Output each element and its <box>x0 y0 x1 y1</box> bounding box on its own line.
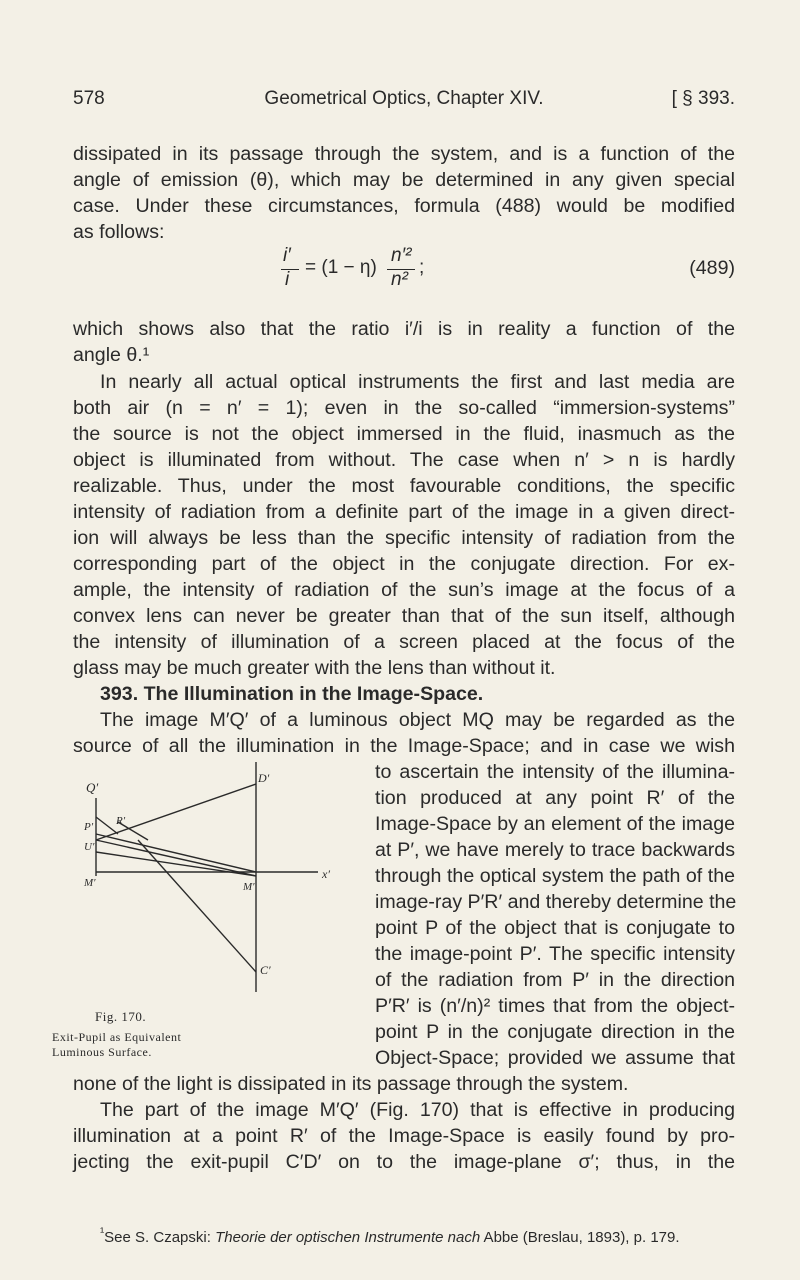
equation-489 <box>73 245 735 311</box>
figure-caption-line1: Exit-Pupil as Equivalent <box>52 1030 182 1044</box>
label-r: R′ <box>116 815 126 827</box>
label-u: U′ <box>84 841 95 853</box>
text-line: of the radiation from P′ in the direction <box>375 969 735 991</box>
text-line: Image-Space by an element of the image <box>375 813 735 835</box>
label-q: Q′ <box>86 780 99 795</box>
text-line: intensity of radiation from a definite part of the image in a given direct- <box>73 501 735 523</box>
text-line: dissipated in its passage through the system, and is a function of the <box>73 143 735 165</box>
text-line: realizable. Thus, under the most favourable conditions, the specific <box>73 475 735 497</box>
label-c: C′ <box>260 963 271 977</box>
ray-line <box>138 840 256 972</box>
figure-caption-line2: Luminous Surface. <box>52 1045 152 1059</box>
text-line: ample, the intensity of radiation of the sun’s image at the focus of a <box>73 579 735 601</box>
text-line: point P of the object that is conjugate to <box>375 917 735 939</box>
text-line: at P′, we have merely to trace backwards <box>375 839 735 861</box>
text-line: ion will always be less than the specific intensity of radiation from the <box>73 527 735 549</box>
figure-caption-number: Fig. 170. <box>95 1009 147 1024</box>
text-line: tion produced at any point R′ of the <box>375 787 735 809</box>
formula-rhs-denominator: n² <box>391 269 408 290</box>
formula-middle: = (1 − η) <box>305 257 377 278</box>
ray-line <box>96 817 118 834</box>
text-line: illumination at a point R′ of the Image-Space is easily found by pro- <box>73 1125 735 1147</box>
text-line: The image M′Q′ of a luminous object MQ may be regarded as the <box>100 709 735 731</box>
formula-trail: ; <box>419 257 425 278</box>
text-line: both air (n = n′ = 1); even in the so-called “immersion-systems” <box>73 397 735 419</box>
ray-line <box>96 840 256 876</box>
text-line: Object-Space; provided we assume that <box>375 1047 735 1069</box>
label-x: x′ <box>322 867 330 881</box>
label-m2: M′ <box>243 881 255 893</box>
text-line: convex lens can never be greater than that of the sun itself, although <box>73 605 735 627</box>
text-line: which shows also that the ratio i′/i is in reality a function of the <box>73 318 735 340</box>
footnote-lead: See S. Czapski: <box>104 1229 216 1246</box>
formula-lhs-denominator: i <box>285 269 290 290</box>
footnote-tail: Abbe (Breslau, 1893), p. 179. <box>480 1229 680 1246</box>
text-line: angle of emission (θ), which may be determined in any given special <box>73 169 735 191</box>
page-number: 578 <box>73 88 105 109</box>
equation-number: (489) <box>689 257 735 279</box>
text-line: the image-point P′. The specific intensity <box>375 943 735 965</box>
ray-line <box>96 834 256 872</box>
text-line: angle θ.¹ <box>73 344 150 366</box>
text-line: the intensity of illumination of a screen placed at the focus of the <box>73 631 735 653</box>
text-line: jecting the exit-pupil C′D′ on to the image-plane σ′; thus, in the <box>73 1151 735 1173</box>
text-line: through the optical system the path of the <box>375 865 735 887</box>
ray-line <box>96 784 256 840</box>
running-header <box>73 88 735 114</box>
text-line: P′R′ is (n′/n)² times that from the object- <box>375 995 735 1017</box>
text-line: image-ray P′R′ and thereby determine the <box>375 891 737 913</box>
formula-lhs-numerator: i′ <box>283 245 291 266</box>
formula-rhs-numerator: n′² <box>391 245 412 266</box>
footnote-title: Theorie der optischen Instrumente nach <box>215 1229 481 1246</box>
text-line: case. Under these circumstances, formula (488) would be modified <box>73 195 735 217</box>
text-line: corresponding part of the object in the conjugate direction. For ex- <box>73 553 735 575</box>
footnote-marker: ¹ <box>100 1225 105 1239</box>
text-line: the source is not the object immersed in the fluid, inasmuch as the <box>73 423 735 445</box>
text-line: source of all the illumination in the Image-Space; and in case we wish <box>73 735 735 757</box>
text-line: to ascertain the intensity of the illumina- <box>375 761 735 783</box>
text-line: The part of the image M′Q′ (Fig. 170) that is effective in producing <box>100 1099 735 1121</box>
text-line: In nearly all actual optical instruments the first and last media are <box>100 371 735 393</box>
label-d: D′ <box>258 771 270 785</box>
footnote <box>100 1225 735 1246</box>
running-title: Geometrical Optics, Chapter XIV. <box>264 88 544 109</box>
section-marker: [ § 393. <box>671 88 735 109</box>
text-line: glass may be much greater with the lens than without it. <box>73 657 556 679</box>
text-line: as follows: <box>73 221 165 243</box>
text-line: none of the light is dissipated in its passage through the system. <box>73 1073 629 1095</box>
section-heading: 393. The Illumination in the Image-Space. <box>100 683 484 705</box>
figure-170-diagram <box>78 762 368 997</box>
label-p: P′ <box>84 821 94 833</box>
fraction-bar <box>281 269 299 270</box>
label-m1: M′ <box>84 877 96 889</box>
text-line: point P in the conjugate direction in the <box>375 1021 735 1043</box>
text-line: object is illuminated from without. The case when n′ > n is hardly <box>73 449 735 471</box>
